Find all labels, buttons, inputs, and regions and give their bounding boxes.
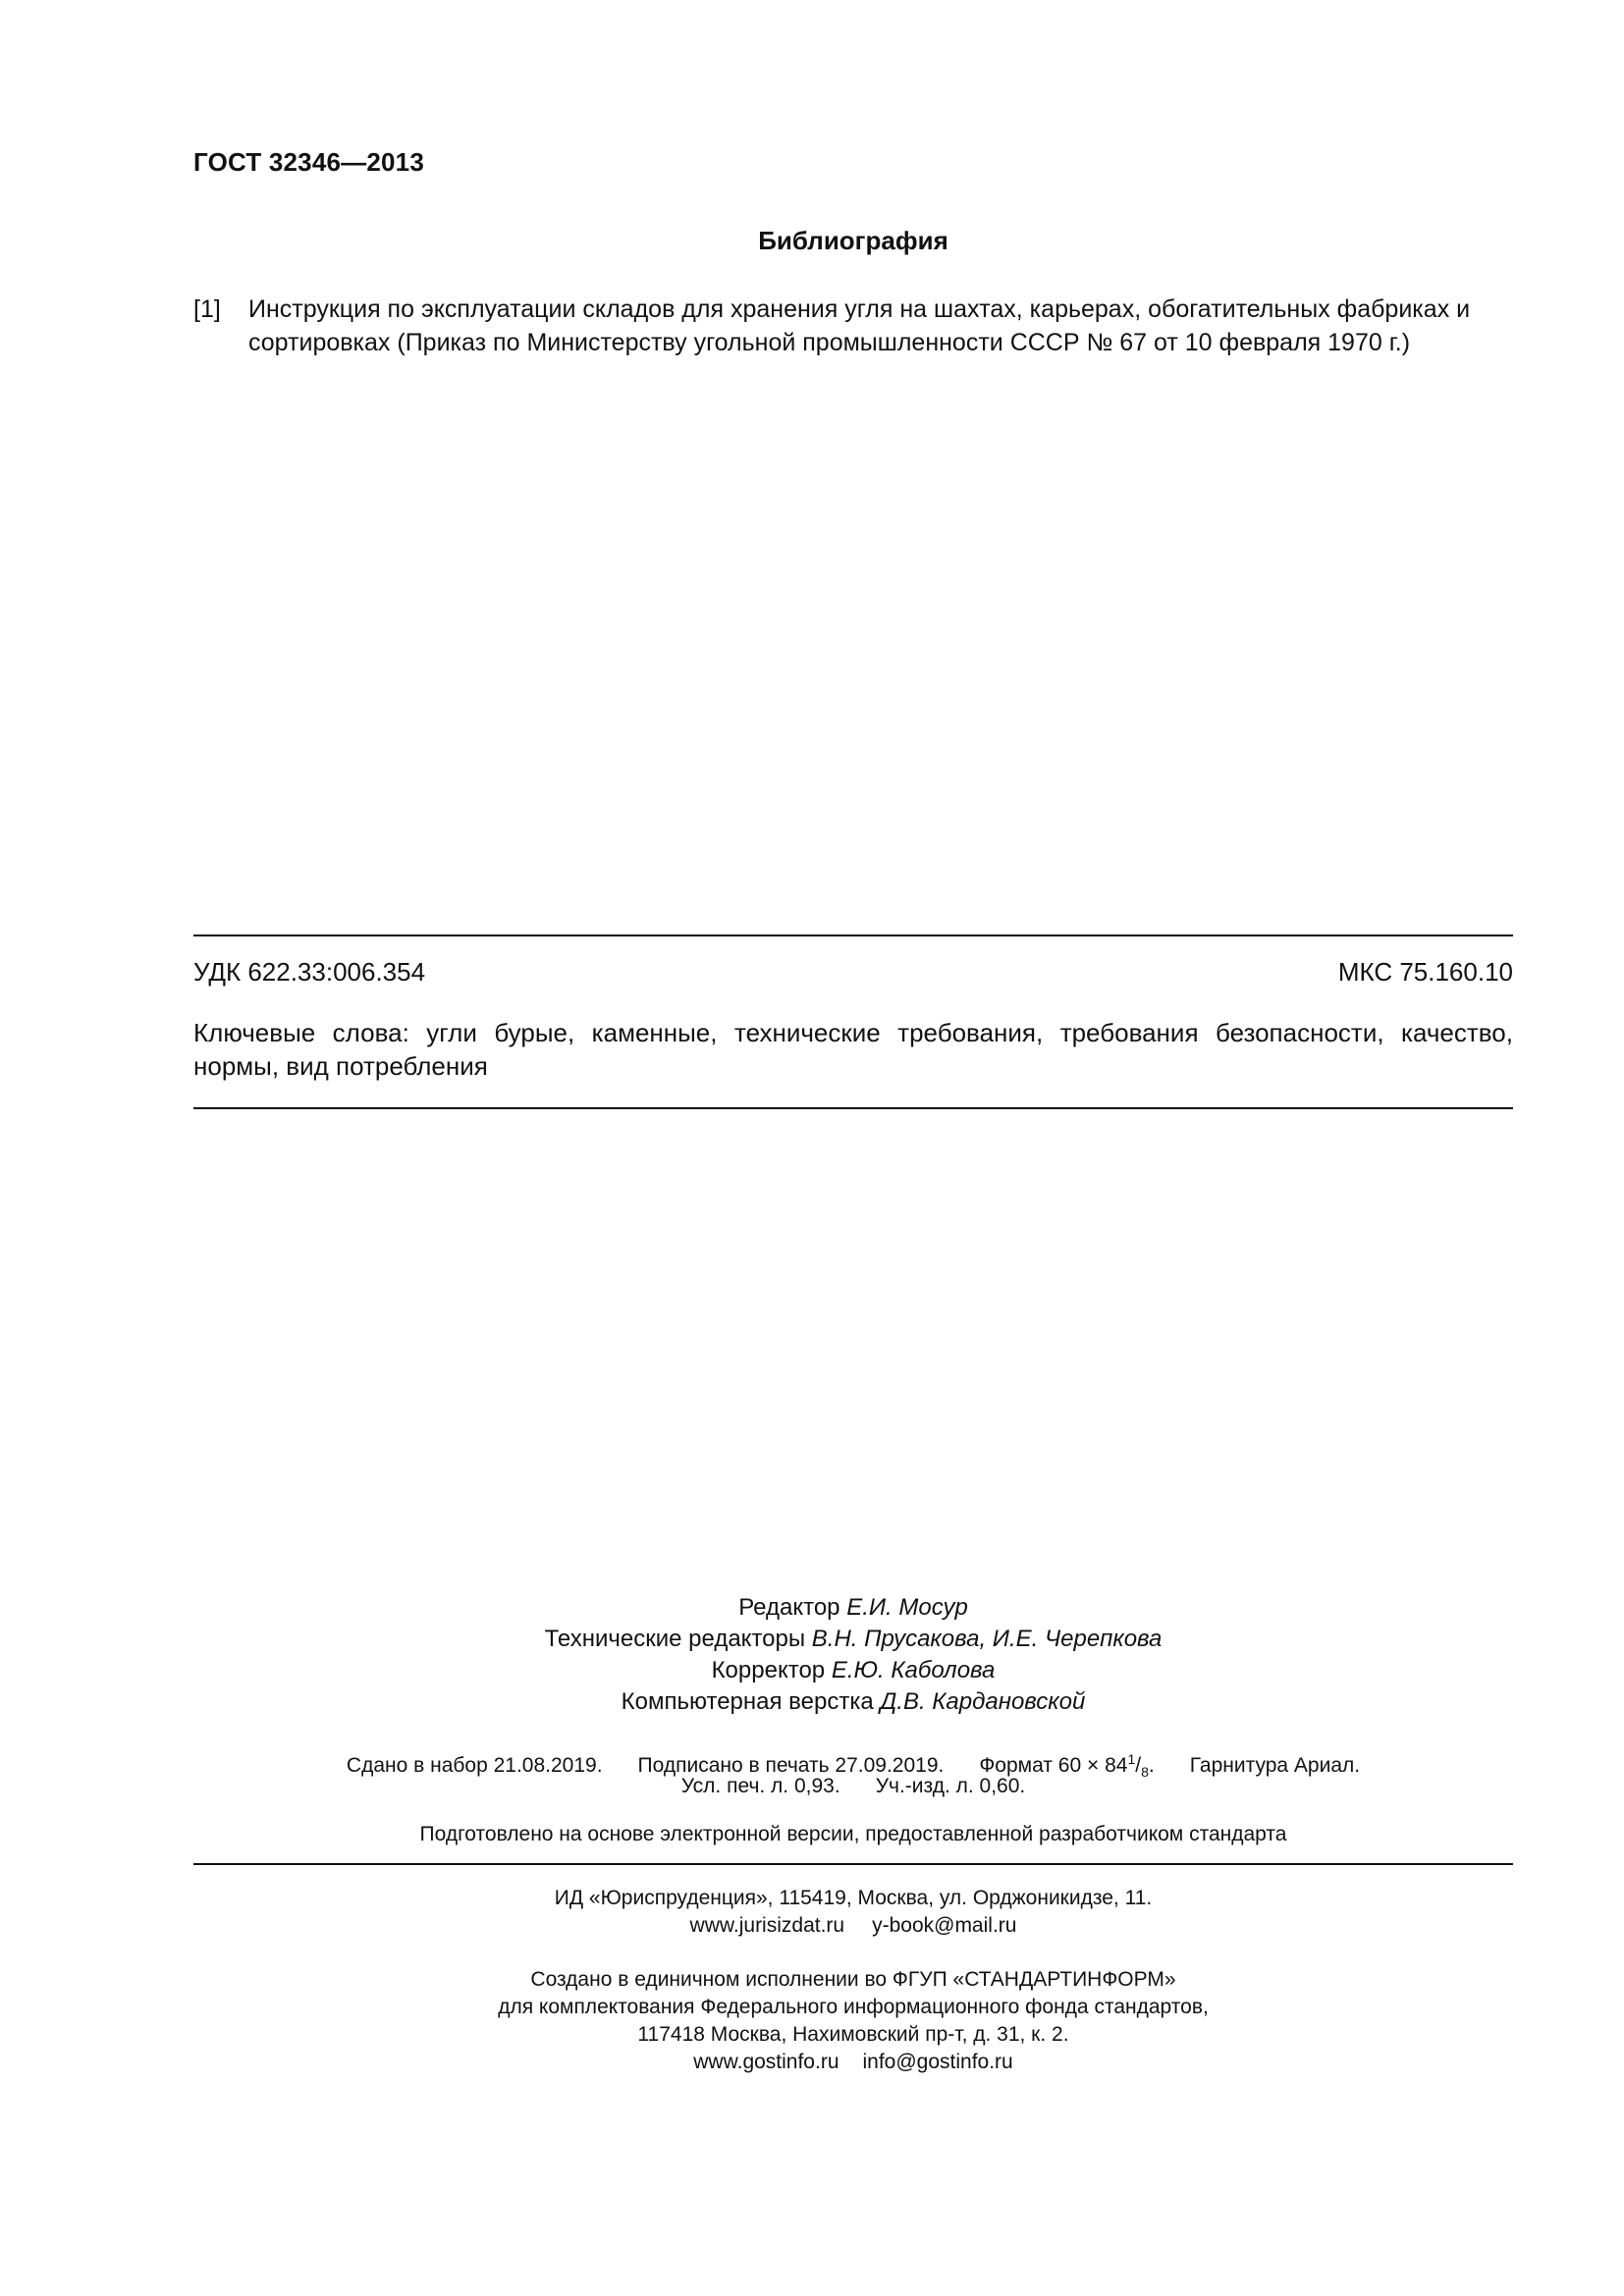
origin-line-2: для комплектования Федерального информационного фонда стандартов, [498, 1996, 1209, 2018]
credits-block [193, 1592, 1513, 1718]
credit-editor-name: Е.И. Мосур [846, 1594, 968, 1621]
pub-sheets: Уч.-изд. л. 0,60. [875, 1775, 1026, 1797]
publisher-contacts [193, 1912, 1513, 1940]
credit-corrector-label: Корректор [711, 1657, 826, 1683]
sent-to-set: Сдано в набор 21.08.2019. [346, 1754, 603, 1777]
bibliography-item [193, 293, 1513, 359]
divider-top [193, 934, 1513, 936]
divider-footer [193, 1863, 1513, 1865]
credit-editor [193, 1592, 1513, 1624]
origin-block [193, 1966, 1513, 2076]
publisher-block [193, 1885, 1513, 1940]
credit-tech-editors-label: Технические редакторы [544, 1626, 806, 1652]
bibliography-title: Библиография [758, 226, 948, 255]
print-sheets: Усл. печ. л. 0,93. [680, 1775, 840, 1797]
typeface: Гарнитура Ариал. [1189, 1754, 1361, 1777]
udk-code: УДК 622.33:006.354 [193, 957, 426, 987]
bibliography-item-text: Инструкция по эксплуатации складов для хранения угля на шахтах, карьерах, обогатительных фабриках и сортировках (Приказ по Министерству угольной промышленности СССР № 67 от 10 февраля 1970 г.) [248, 295, 1471, 356]
document-id: ГОСТ 32346—2013 [193, 147, 424, 177]
publication-sheets [193, 1773, 1513, 1800]
credit-layout-name: Д.В. Кардановской [880, 1688, 1086, 1715]
publisher-website: www.jurisizdat.ru [689, 1914, 845, 1937]
credit-layout [193, 1686, 1513, 1718]
origin-email: info@gostinfo.ru [862, 2051, 1013, 2073]
credit-editor-label: Редактор [738, 1594, 840, 1621]
print-format: Формат $60 \times 84^1/_8$. [979, 1751, 1155, 1781]
credit-tech-editors [193, 1624, 1513, 1655]
credit-corrector-name: Е.Ю. Каболова [831, 1657, 996, 1683]
bibliography-item-number: [1] [193, 295, 221, 323]
keywords: Ключевые слова: угли бурые, каменные, технические требования, требования безопасности, качество, нормы, вид потребления [193, 1018, 1513, 1081]
classification-codes [193, 957, 1513, 988]
origin-line-1: Создано в единичном исполнении во ФГУП «СТАНДАРТИНФОРМ» [530, 1968, 1176, 1991]
credit-layout-label: Компьютерная верстка [621, 1688, 874, 1715]
publisher-email: y-book@mail.ru [872, 1914, 1017, 1937]
signed-to-print: Подписано в печать 27.09.2019. [637, 1754, 945, 1777]
credit-tech-editors-names: В.Н. Прусакова, И.Е. Черепкова [811, 1626, 1163, 1652]
origin-website: www.gostinfo.ru [693, 2051, 839, 2073]
publisher-address: ИД «Юриспруденция», 115419, Москва, ул. Орджоникидзе, 11. [554, 1887, 1153, 1909]
origin-line-3: 117418 Москва, Нахимовский пр-т, д. 31, к. 2. [637, 2023, 1069, 2046]
origin-contacts [193, 2049, 1513, 2076]
mks-code: МКС 75.160.10 [1337, 957, 1513, 987]
credit-corrector [193, 1655, 1513, 1686]
prepared-note: Подготовлено на основе электронной версии, предоставленной разработчиком стандарта [419, 1823, 1287, 1845]
divider-bottom [193, 1107, 1513, 1109]
